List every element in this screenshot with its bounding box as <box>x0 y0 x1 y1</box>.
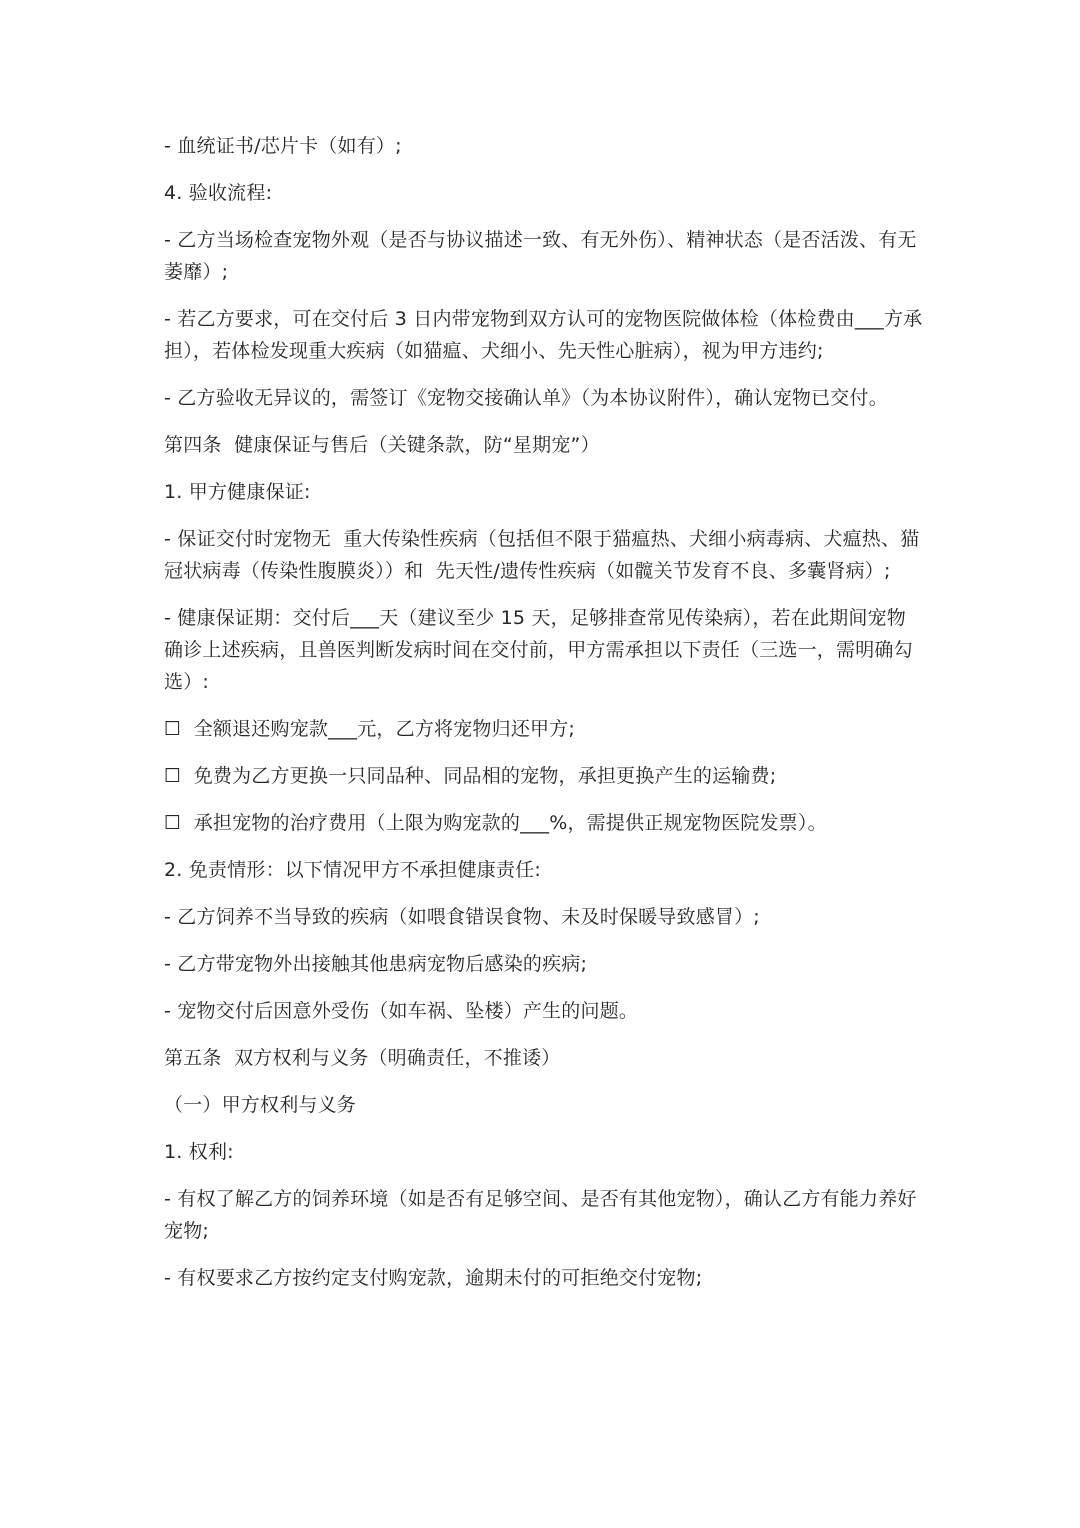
list-item-improper-care: - 乙方饲养不当导致的疾病（如喂食错误食物、未及时保暖导致感冒）; <box>164 906 760 928</box>
heading-acceptance-process: 4. 验收流程: <box>164 182 273 204</box>
article-five-title: 第五条 双方权利与义务（明确责任，不推诿） <box>164 1047 561 1069</box>
checkbox-option-replacement: ☐ 免费为乙方更换一只同品种、同品相的宠物，承担更换产生的运输费; <box>164 765 777 787</box>
list-item-accidental-injury: - 宠物交付后因意外受伤（如车祸、坠楼）产生的问题。 <box>164 1000 639 1022</box>
checkbox-option-full-refund: ☐ 全额退还购宠款___元，乙方将宠物归还甲方; <box>164 718 576 740</box>
list-item-feeding-environment: - 有权了解乙方的饲养环境（如是否有足够空间、是否有其他宠物），确认乙方有能力养好宠物; <box>164 1188 917 1242</box>
list-item-pedigree-certificate: - 血统证书/芯片卡（如有）; <box>164 135 402 157</box>
list-item-payment-request: - 有权要求乙方按约定支付购宠款，逾期未付的可拒绝交付宠物; <box>164 1267 703 1289</box>
list-item-disease-guarantee: - 保证交付时宠物无 重大传染性疾病（包括但不限于猫瘟热、犬细小病毒病、犬瘟热、猫冠状病毒（传染性腹膜炎））和 先天性/遗传性疾病（如髋关节发育不良、多囊肾病）; <box>164 528 920 582</box>
article-four-title: 第四条 健康保证与售后（关键条款，防“星期宠”） <box>164 434 600 456</box>
heading-exemptions: 2. 免责情形：以下情况甲方不承担健康责任: <box>164 859 541 881</box>
heading-rights: 1. 权利: <box>164 1141 234 1163</box>
list-item-guarantee-period: - 健康保证期：交付后___天（建议至少 15 天，足够排查常见传染病），若在此期间宠物确诊上述疾病，且兽医判断发病时间在交付前，甲方需承担以下责任（三选一，需明确勾选）: <box>164 607 913 693</box>
heading-health-guarantee: 1. 甲方健康保证: <box>164 481 311 503</box>
list-item-outside-infection: - 乙方带宠物外出接触其他患病宠物后感染的疾病; <box>164 953 588 975</box>
list-item-on-site-inspection: - 乙方当场检查宠物外观（是否与协议描述一致、有无外伤）、精神状态（是否活泼、有无萎靡）; <box>164 229 917 283</box>
list-item-handover-confirmation: - 乙方验收无异议的，需签订《宠物交接确认单》（为本协议附件），确认宠物已交付。 <box>164 387 888 409</box>
checkbox-option-treatment-cost: ☐ 承担宠物的治疗费用（上限为购宠款的___%，需提供正规宠物医院发票）。 <box>164 812 827 834</box>
document-page <box>164 130 924 1309</box>
section-party-a-rights: （一）甲方权利与义务 <box>164 1094 357 1116</box>
list-item-health-checkup: - 若乙方要求，可在交付后 3 日内带宠物到双方认可的宠物医院做体检（体检费由___方承担），若体检发现重大疾病（如猫瘟、犬细小、先天性心脏病），视为甲方违约; <box>164 308 923 362</box>
